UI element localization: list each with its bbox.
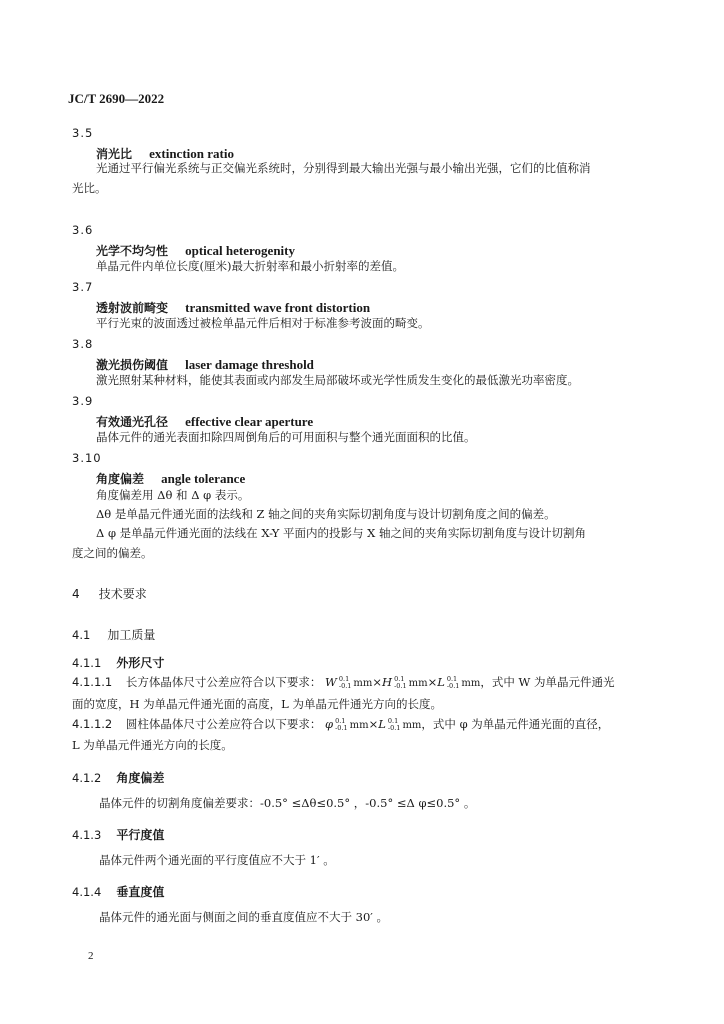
- term-heading: [96, 240, 295, 259]
- subsection-title: 角度偏差: [116, 771, 165, 785]
- term-definition: 单晶元件内单位长度(厘米)最大折射率和最小折射率的差值。: [96, 259, 404, 273]
- tolerance: 0.1 -0.1: [335, 717, 348, 732]
- var-h: H: [382, 675, 393, 689]
- page-number: 2: [88, 950, 94, 962]
- term-definition: 光通过平行偏光系统与正交偏光系统时，分别得到最大输出光强与最小输出光强，它们的比值称消: [96, 161, 591, 175]
- term-definition: Δ φ 是单晶元件通光面的法线在 X-Y 平面内的投影与 X 轴之间的夹角实际切割角度与设计切割角: [96, 526, 586, 540]
- clause-text: 长方体晶体尺寸公差应符合以下要求：: [125, 675, 322, 689]
- term-chinese: 光学不均匀性: [96, 244, 169, 258]
- tolerance: 0.1 -0.1: [387, 717, 401, 732]
- term-chinese: 透射波前畸变: [96, 301, 169, 315]
- subsection-heading: [72, 624, 155, 643]
- subsection-heading: [72, 881, 164, 900]
- term-definition: 平行光束的波面透过被检单晶元件后相对于标准参考波面的畸变。: [96, 316, 430, 330]
- term-heading: [96, 354, 314, 373]
- term-number: 3.7: [72, 280, 94, 294]
- clause-4-1-1-1-line2: 面的宽度，H 为单晶元件通光面的高度，L 为单晶元件通光方向的长度。: [72, 697, 442, 711]
- term-heading: [96, 411, 313, 430]
- term-english: laser damage threshold: [185, 357, 314, 372]
- clause-text: 晶体元件两个通光面的平行度值应不大于 1′ 。: [99, 853, 335, 867]
- var-l: L: [378, 717, 386, 731]
- term-number: 3.8: [72, 337, 94, 351]
- term-definition: 激光照射某种材料，能使其表面或内部发生局部破坏或光学性质发生变化的最低激光功率密度。: [96, 373, 579, 387]
- clause-number: 4.1.1.2: [72, 717, 113, 731]
- tolerance: 0.1 -0.1: [446, 675, 460, 690]
- subsection-number: 4.1.3: [72, 828, 102, 842]
- tolerance: 0.1 -0.1: [394, 675, 407, 690]
- term-english: effective clear aperture: [185, 414, 314, 429]
- term-heading: [96, 468, 245, 487]
- clause-4-1-1-2-line1: 4.1.1.2 圆柱体晶体尺寸公差应符合以下要求： φ 0.1 -0.1 mm×L 0.1 -0.1 mm，式中 φ 为单晶元件通光面的直径，: [72, 717, 610, 732]
- term-definition: 晶体元件的通光表面扣除四周倒角后的可用面积与整个通光面面积的比值。: [96, 430, 476, 444]
- clause-text: 圆柱体晶体尺寸公差应符合以下要求：: [125, 717, 322, 731]
- term-chinese: 有效通光孔径: [96, 415, 169, 429]
- term-number: 3.6: [72, 223, 94, 237]
- var-phi: φ: [325, 717, 334, 731]
- subsection-number: 4.1.4: [72, 885, 102, 899]
- term-english: transmitted wave front distortion: [185, 300, 371, 315]
- term-english: optical heterogenity: [185, 243, 295, 258]
- clause-4-1-1-1-line1: 4.1.1.1 长方体晶体尺寸公差应符合以下要求： W 0.1 -0.1 mm×H 0.1 -0.1 mm×L 0.1 -0.1 mm，式中 W 为单晶元件通光: [72, 675, 615, 690]
- subsection-heading: [72, 767, 164, 786]
- clause-text: ，式中 W 为单晶元件通光: [480, 675, 615, 689]
- term-number: 3.10: [72, 451, 102, 465]
- subsection-number: 4.1.2: [72, 771, 102, 785]
- clause-text: ，式中 φ 为单晶元件通光面的直径，: [421, 717, 610, 731]
- term-chinese: 激光损伤阈值: [96, 358, 169, 372]
- term-chinese: 消光比: [96, 147, 133, 161]
- tolerance: 0.1 -0.1: [338, 675, 352, 690]
- clause-text: 晶体元件的切割角度偏差要求：-0.5° ≤Δθ≤0.5° ，-0.5° ≤Δ φ≤0.5° 。: [99, 796, 476, 810]
- term-heading: [96, 297, 370, 316]
- section-title: 技术要求: [98, 587, 147, 601]
- term-definition: 光比。: [72, 181, 107, 195]
- term-number: 3.9: [72, 394, 94, 408]
- subsection-title: 加工质量: [107, 628, 156, 642]
- term-definition: 度之间的偏差。: [72, 546, 153, 560]
- term-english: extinction ratio: [149, 146, 234, 161]
- clause-text: 晶体元件的通光面与侧面之间的垂直度值应不大于 30′ 。: [99, 910, 389, 924]
- var-w: W: [325, 675, 337, 689]
- section-heading: [72, 583, 147, 602]
- subsection-title: 外形尺寸: [116, 656, 165, 670]
- clause-number: 4.1.1.1: [72, 675, 113, 689]
- section-number: 4: [72, 587, 80, 601]
- term-english: angle tolerance: [161, 471, 246, 486]
- term-chinese: 角度偏差: [96, 472, 145, 486]
- document-code: JC/T 2690—2022: [68, 91, 165, 106]
- subsection-title: 垂直度值: [116, 885, 165, 899]
- subsection-heading: [72, 824, 164, 843]
- subsection-number: 4.1.1: [72, 656, 102, 670]
- term-number: 3.5: [72, 126, 94, 140]
- clause-4-1-1-2-line2: L 为单晶元件通光方向的长度。: [72, 738, 233, 752]
- subsection-number: 4.1: [72, 628, 91, 642]
- term-definition: 角度偏差用 Δθ 和 Δ φ 表示。: [96, 488, 250, 502]
- var-l: L: [437, 675, 445, 689]
- subsection-heading: [72, 652, 164, 671]
- subsection-title: 平行度值: [116, 828, 165, 842]
- term-definition: Δθ 是单晶元件通光面的法线和 Z 轴之间的夹角实际切割角度与设计切割角度之间的偏差。: [96, 507, 556, 521]
